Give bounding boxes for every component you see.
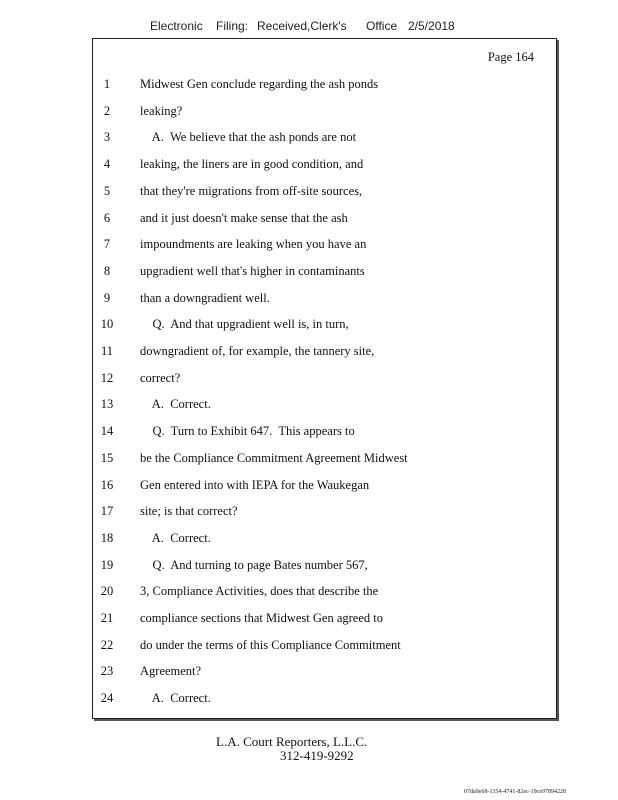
transcript-line <box>93 181 556 201</box>
line-number: 2 <box>103 103 111 118</box>
line-number: 13 <box>100 397 114 412</box>
line-text: Agreement? <box>140 664 202 679</box>
transcript-line <box>93 234 556 254</box>
filing-date: 2/5/2018 <box>408 19 455 33</box>
line-number: 15 <box>100 450 114 465</box>
line-number: 21 <box>100 611 114 625</box>
transcript-page <box>92 38 557 719</box>
page-number: Page 164 <box>487 50 534 64</box>
line-number: 16 <box>100 477 114 492</box>
line-text: A. Correct. <box>140 691 211 706</box>
transcript-line <box>93 208 556 228</box>
filing-received-label: Received,Clerk's <box>257 19 347 33</box>
line-number: 18 <box>100 530 114 545</box>
line-text: A. Correct. <box>140 530 211 545</box>
line-text: 3, Compliance Activities, does that describe the <box>140 584 379 599</box>
document-hash: 07da9e68-1354-4741-82ec-19ce97894228 <box>464 789 566 795</box>
line-number: 24 <box>100 691 114 706</box>
filing-office-label: Office <box>366 19 398 33</box>
line-text: site; is that correct? <box>140 504 238 519</box>
transcript-line <box>93 288 556 308</box>
transcript-line <box>93 635 556 655</box>
filing-electronic-label: Electronic <box>150 19 203 33</box>
transcript-line <box>93 394 556 414</box>
reporter-company: L.A. Court Reporters, L.L.C. <box>216 734 368 749</box>
transcript-line <box>93 368 556 388</box>
line-number: 14 <box>100 424 114 439</box>
transcript-line <box>93 101 556 121</box>
transcript-line <box>93 261 556 281</box>
transcript-line <box>93 501 556 521</box>
line-number: 7 <box>103 237 111 252</box>
transcript-line <box>93 341 556 361</box>
line-number: 23 <box>100 664 114 679</box>
line-number: 3 <box>103 130 111 145</box>
transcript-line <box>93 314 556 334</box>
line-text: do under the terms of this Compliance Commitment <box>140 637 401 652</box>
line-text: Q. And turning to page Bates number 567, <box>140 557 368 572</box>
transcript-line <box>93 661 556 681</box>
transcript-line <box>93 74 556 94</box>
line-number: 11 <box>100 344 114 358</box>
transcript-line <box>93 475 556 495</box>
transcript-line <box>93 421 556 441</box>
line-text: Q. Turn to Exhibit 647. This appears to <box>140 424 355 439</box>
line-number: 5 <box>103 183 111 198</box>
line-number: 19 <box>100 557 114 572</box>
line-number: 17 <box>100 504 114 519</box>
transcript-line <box>93 448 556 468</box>
line-text: upgradient well that's higher in contaminants <box>140 263 365 278</box>
transcript-line <box>93 127 556 147</box>
transcript-line <box>93 688 556 708</box>
line-number: 6 <box>103 210 111 225</box>
line-text: downgradient of, for example, the tannery site, <box>140 344 375 358</box>
line-number: 22 <box>100 637 114 652</box>
reporter-phone: 312-419-9292 <box>280 748 354 763</box>
line-text: leaking, the liners are in good condition, and <box>140 157 364 172</box>
transcript-line <box>93 608 556 628</box>
line-number: 20 <box>100 584 114 599</box>
line-text: Q. And that upgradient well is, in turn, <box>140 317 349 332</box>
transcript-line <box>93 154 556 174</box>
line-text: Midwest Gen conclude regarding the ash ponds <box>140 77 379 91</box>
line-number: 9 <box>103 290 111 305</box>
line-text: compliance sections that Midwest Gen agreed to <box>140 611 383 625</box>
line-text: impoundments are leaking when you have an <box>140 237 367 252</box>
line-text: Gen entered into with IEPA for the Waukegan <box>140 477 370 492</box>
line-text: than a downgradient well. <box>140 290 270 305</box>
line-number: 1 <box>103 77 111 91</box>
line-text: be the Compliance Commitment Agreement Midwest <box>140 450 408 465</box>
line-text: leaking? <box>140 103 183 118</box>
line-text: and it just doesn't make sense that the ash <box>140 210 348 225</box>
transcript-line <box>93 581 556 601</box>
line-number: 4 <box>103 157 111 172</box>
line-number: 12 <box>100 370 114 385</box>
filing-filing-label: Filing: <box>216 19 249 33</box>
line-number: 8 <box>103 263 111 278</box>
line-number: 10 <box>100 317 114 332</box>
line-text: that they're migrations from off-site sources, <box>140 183 363 198</box>
line-text: A. Correct. <box>140 397 211 412</box>
transcript-line <box>93 555 556 575</box>
line-text: A. We believe that the ash ponds are not <box>140 130 357 145</box>
transcript-line <box>93 528 556 548</box>
line-text: correct? <box>140 370 181 385</box>
